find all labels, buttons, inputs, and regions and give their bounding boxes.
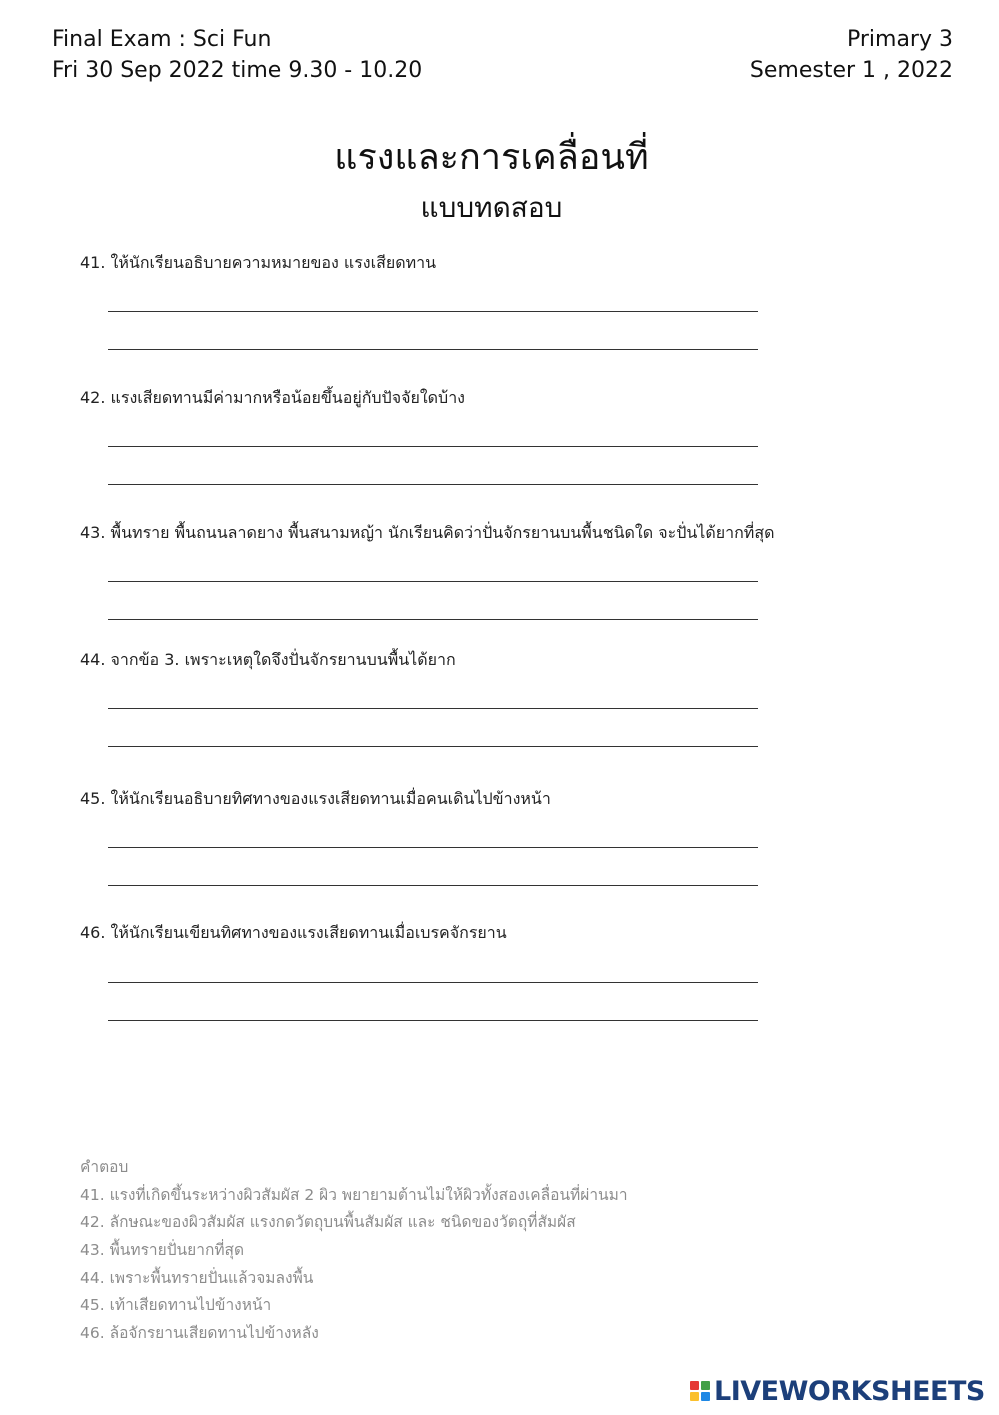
question-42: 42. แรงเสียดทานมีค่ามากหรือน้อยขึ้นอยู่กับปัจจัยใดบ้าง	[80, 388, 465, 407]
exam-info	[52, 24, 422, 86]
liveworksheets-logo	[690, 1377, 985, 1405]
answer-line[interactable]	[108, 446, 758, 447]
answer-item: 42. ลักษณะของผิวสัมผัส แรงกดวัตถุบนพื้นสัมผัส และ ชนิดของวัตถุที่สัมผัส	[80, 1213, 576, 1232]
answer-item: 41. แรงที่เกิดขึ้นระหว่างผิวสัมผัส 2 ผิว พยายามต้านไม่ให้ผิวทั้งสองเคลื่อนที่ผ่านมา	[80, 1185, 628, 1204]
answer-line[interactable]	[108, 311, 758, 312]
page-title: แรงและการเคลื่อนที่	[334, 137, 649, 178]
answer-item: 45. เท้าเสียดทานไปข้างหน้า	[80, 1296, 272, 1315]
logo-squares-icon	[690, 1381, 710, 1401]
answer-line[interactable]	[108, 885, 758, 886]
class-info	[750, 24, 953, 86]
exam-datetime: Fri 30 Sep 2022 time 9.30 - 10.20	[52, 58, 423, 83]
answer-line[interactable]	[108, 619, 758, 620]
exam-title: Final Exam : Sci Fun	[52, 27, 272, 52]
semester: Semester 1 , 2022	[749, 58, 953, 83]
question-46: 46. ให้นักเรียนเขียนทิศทางของแรงเสียดทานเมื่อเบรคจักรยาน	[80, 923, 507, 942]
logo-square	[701, 1392, 710, 1401]
logo-square	[690, 1392, 699, 1401]
question-44: 44. จากข้อ 3. เพราะเหตุใดจึงปั่นจักรยานบนพื้นได้ยาก	[80, 650, 456, 669]
logo-square	[701, 1381, 710, 1390]
question-41: 41. ให้นักเรียนอธิบายความหมายของ แรงเสียดทาน	[80, 253, 437, 272]
answer-item: 46. ล้อจักรยานเสียดทานไปข้างหลัง	[80, 1324, 319, 1343]
grade-level: Primary 3	[846, 27, 953, 52]
answer-line[interactable]	[108, 982, 758, 983]
answer-line[interactable]	[108, 349, 758, 350]
question-43: 43. พื้นทราย พื้นถนนลาดยาง พื้นสนามหญ้า นักเรียนคิดว่าปั่นจักรยานบนพื้นชนิดใด จะปั่นได้ยากที่สุด	[80, 523, 775, 542]
answer-line[interactable]	[108, 746, 758, 747]
answer-key-heading: คำตอบ	[80, 1158, 129, 1176]
brand-name: LIVEWORKSHEETS	[714, 1375, 985, 1407]
answer-item: 43. พื้นทรายปั่นยากที่สุด	[80, 1241, 245, 1260]
answer-item: 44. เพราะพื้นทรายปั่นแล้วจมลงพื้น	[80, 1268, 314, 1287]
answer-line[interactable]	[108, 581, 758, 582]
answer-line[interactable]	[108, 484, 758, 485]
answer-key	[80, 1155, 628, 1349]
question-45: 45. ให้นักเรียนอธิบายทิศทางของแรงเสียดทานเมื่อคนเดินไปข้างหน้า	[80, 789, 551, 808]
answer-line[interactable]	[108, 1020, 758, 1021]
page-subtitle: แบบทดสอบ	[420, 191, 563, 224]
answer-line[interactable]	[108, 708, 758, 709]
answer-line[interactable]	[108, 847, 758, 848]
logo-square	[690, 1381, 699, 1390]
